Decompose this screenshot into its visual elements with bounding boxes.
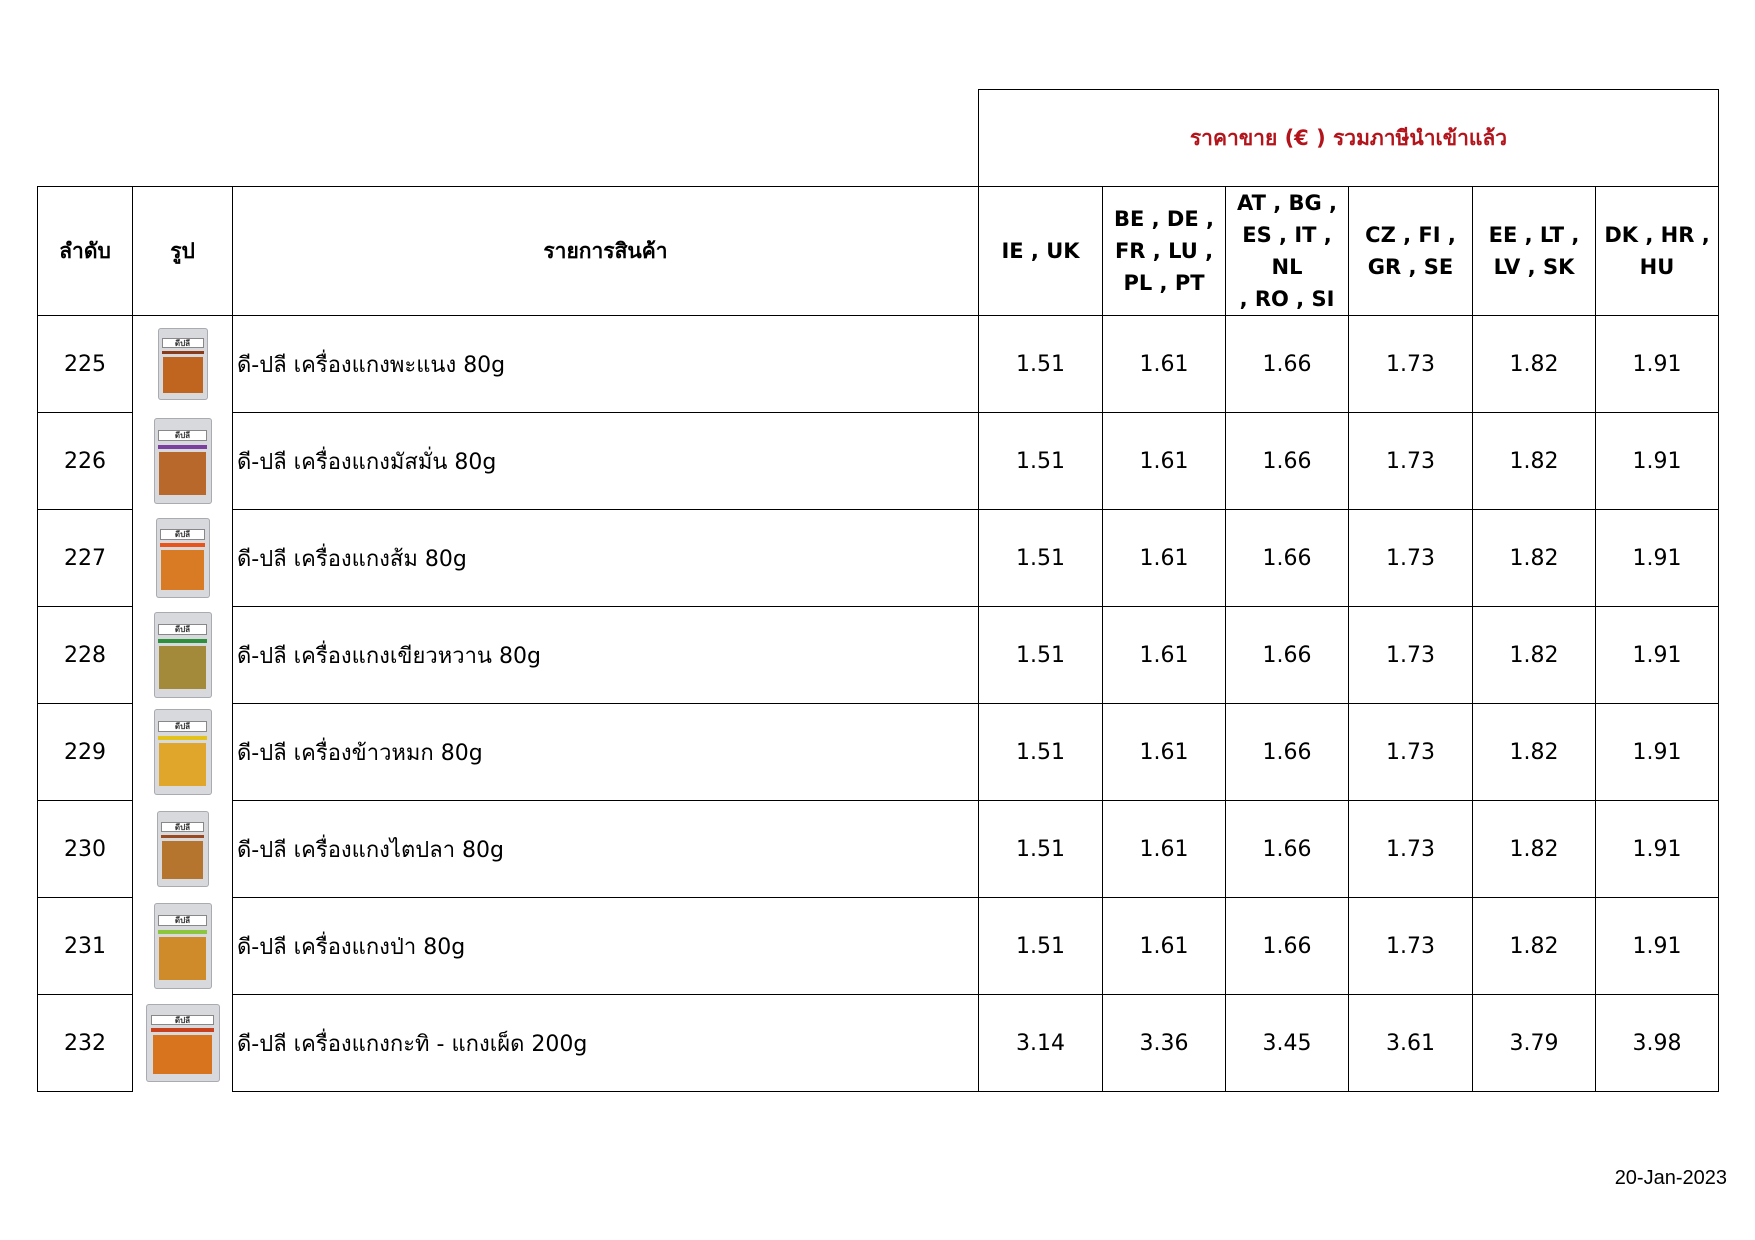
price-cell: 1.73	[1349, 510, 1473, 607]
price-cell: 1.51	[979, 413, 1103, 510]
price-cell: 1.51	[979, 898, 1103, 995]
price-cell: 1.66	[1226, 898, 1349, 995]
price-cell: 1.91	[1596, 801, 1719, 898]
item-number: 226	[38, 413, 133, 510]
item-name: ดี-ปลี เครื่องแกงพะแนง 80g	[233, 316, 979, 413]
item-name: ดี-ปลี เครื่องแกงเขียวหวาน 80g	[233, 607, 979, 704]
price-cell: 1.73	[1349, 801, 1473, 898]
price-cell: 1.82	[1473, 413, 1596, 510]
item-image-cell	[133, 704, 233, 801]
price-cell: 3.98	[1596, 995, 1719, 1092]
product-package-image	[146, 1004, 220, 1082]
col-header-region-5	[1473, 187, 1596, 316]
product-package-image	[156, 518, 210, 598]
price-cell: 3.36	[1103, 995, 1226, 1092]
price-cell: 1.91	[1596, 510, 1719, 607]
package-label: ดีปลี	[162, 338, 204, 348]
price-cell: 1.51	[979, 510, 1103, 607]
region-line: BE , DE ,	[1113, 207, 1215, 231]
price-cell: 1.61	[1103, 510, 1226, 607]
region-line: ES , IT , NL	[1242, 223, 1332, 279]
price-cell: 1.82	[1473, 316, 1596, 413]
price-cell: 1.61	[1103, 898, 1226, 995]
price-cell: 1.91	[1596, 704, 1719, 801]
col-header-image: รูป	[133, 187, 233, 316]
region-line: , RO , SI	[1239, 287, 1335, 311]
product-package-image	[157, 811, 209, 887]
item-image-cell	[133, 413, 233, 510]
region-line: HU	[1639, 255, 1675, 279]
item-image-cell	[133, 607, 233, 704]
package-label: ดีปลี	[158, 430, 207, 441]
price-cell: 1.66	[1226, 801, 1349, 898]
region-line: IE , UK	[1001, 239, 1080, 263]
price-cell: 1.91	[1596, 898, 1719, 995]
col-header-region-1	[979, 187, 1103, 316]
price-cell: 3.14	[979, 995, 1103, 1092]
product-package-image	[154, 418, 212, 504]
region-line: LV , SK	[1493, 255, 1575, 279]
header-blank	[38, 90, 979, 187]
product-package-image	[158, 328, 208, 400]
package-label: ดีปลี	[158, 624, 207, 635]
price-table	[37, 89, 1719, 1092]
price-cell: 1.51	[979, 316, 1103, 413]
price-cell: 1.91	[1596, 413, 1719, 510]
item-number: 225	[38, 316, 133, 413]
price-cell: 1.73	[1349, 413, 1473, 510]
product-package-image	[154, 612, 212, 698]
price-cell: 1.66	[1226, 607, 1349, 704]
price-cell: 1.51	[979, 607, 1103, 704]
item-number: 229	[38, 704, 133, 801]
item-number: 230	[38, 801, 133, 898]
product-package-image	[154, 709, 212, 795]
price-cell: 1.66	[1226, 316, 1349, 413]
item-number: 231	[38, 898, 133, 995]
item-image-cell	[133, 995, 233, 1092]
price-cell: 1.51	[979, 801, 1103, 898]
table-row	[38, 607, 1719, 704]
price-cell: 1.91	[1596, 316, 1719, 413]
package-label: ดีปลี	[160, 529, 205, 540]
price-cell: 1.82	[1473, 607, 1596, 704]
price-cell: 1.61	[1103, 607, 1226, 704]
price-cell: 1.66	[1226, 413, 1349, 510]
table-row	[38, 510, 1719, 607]
price-cell: 3.45	[1226, 995, 1349, 1092]
region-line: FR , LU ,	[1114, 239, 1214, 263]
item-name: ดี-ปลี เครื่องแกงส้ม 80g	[233, 510, 979, 607]
price-cell: 1.66	[1226, 510, 1349, 607]
price-group-header: ราคาขาย (€ ) รวมภาษีนำเข้าแล้ว	[979, 90, 1719, 187]
col-header-no: ลำดับ	[38, 187, 133, 316]
document-date: 20-Jan-2023	[1614, 1167, 1727, 1189]
item-name: ดี-ปลี เครื่องแกงมัสมั่น 80g	[233, 413, 979, 510]
table-row	[38, 801, 1719, 898]
price-cell: 1.82	[1473, 704, 1596, 801]
price-cell: 3.61	[1349, 995, 1473, 1092]
product-package-image	[154, 903, 212, 989]
item-image-cell	[133, 801, 233, 898]
region-line: DK , HR ,	[1604, 223, 1710, 247]
price-cell: 1.73	[1349, 704, 1473, 801]
item-image-cell	[133, 316, 233, 413]
package-label: ดีปลี	[158, 721, 207, 732]
item-number: 227	[38, 510, 133, 607]
package-label: ดีปลี	[158, 915, 207, 926]
table-row	[38, 316, 1719, 413]
col-header-region-2	[1103, 187, 1226, 316]
package-label: ดีปลี	[161, 822, 205, 832]
region-line: EE , LT ,	[1488, 223, 1580, 247]
item-image-cell	[133, 898, 233, 995]
col-header-region-3	[1226, 187, 1349, 316]
price-cell: 3.79	[1473, 995, 1596, 1092]
price-cell: 1.51	[979, 704, 1103, 801]
col-header-region-6	[1596, 187, 1719, 316]
region-line: GR , SE	[1367, 255, 1454, 279]
item-number: 228	[38, 607, 133, 704]
col-header-region-4	[1349, 187, 1473, 316]
price-cell: 1.73	[1349, 898, 1473, 995]
price-cell: 1.61	[1103, 413, 1226, 510]
item-name: ดี-ปลี เครื่องแกงป่า 80g	[233, 898, 979, 995]
price-cell: 1.73	[1349, 316, 1473, 413]
price-cell: 1.82	[1473, 898, 1596, 995]
table-row	[38, 995, 1719, 1092]
item-name: ดี-ปลี เครื่องข้าวหมก 80g	[233, 704, 979, 801]
region-line: AT , BG ,	[1236, 191, 1338, 215]
table-row	[38, 413, 1719, 510]
item-name: ดี-ปลี เครื่องแกงกะทิ - แกงเผ็ด 200g	[233, 995, 979, 1092]
price-cell: 1.91	[1596, 607, 1719, 704]
col-header-item: รายการสินค้า	[233, 187, 979, 316]
price-cell: 1.61	[1103, 704, 1226, 801]
price-cell: 1.61	[1103, 316, 1226, 413]
table-row	[38, 898, 1719, 995]
table-row	[38, 704, 1719, 801]
region-line: CZ , FI ,	[1365, 223, 1456, 247]
package-label: ดีปลี	[151, 1015, 213, 1026]
price-cell: 1.82	[1473, 801, 1596, 898]
item-number: 232	[38, 995, 133, 1092]
region-line: PL , PT	[1123, 271, 1205, 295]
price-cell: 1.73	[1349, 607, 1473, 704]
price-cell: 1.66	[1226, 704, 1349, 801]
item-name: ดี-ปลี เครื่องแกงไตปลา 80g	[233, 801, 979, 898]
item-image-cell	[133, 510, 233, 607]
price-cell: 1.82	[1473, 510, 1596, 607]
price-cell: 1.61	[1103, 801, 1226, 898]
